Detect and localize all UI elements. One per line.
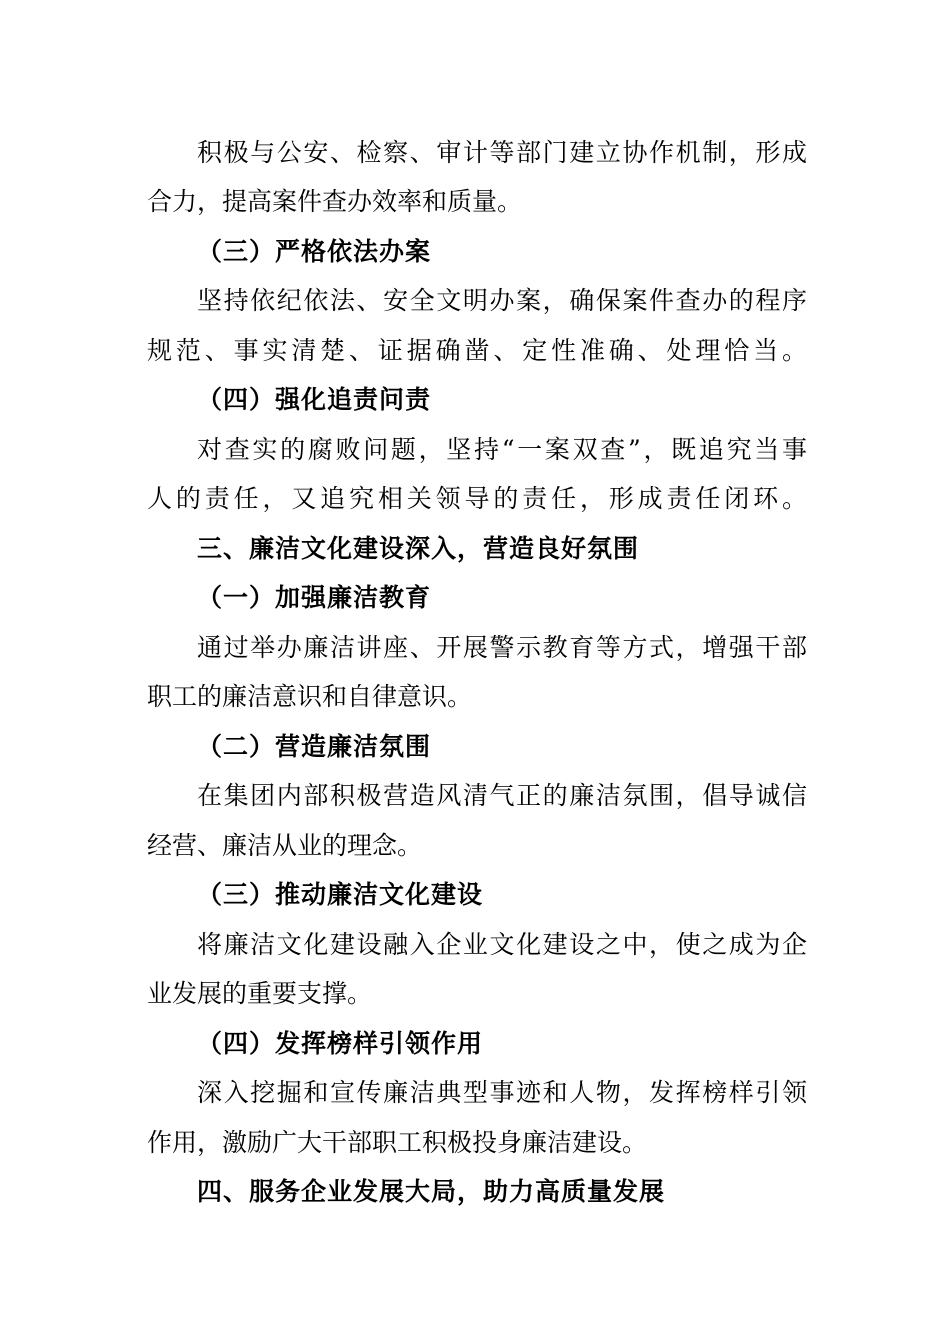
- subsection-heading: （一）加强廉洁教育: [197, 583, 432, 612]
- body-text-line: 深入挖掘和宣传廉洁典型事迹和人物，发挥榜样引领: [197, 1078, 807, 1107]
- body-text-line: 将廉洁文化建设融入企业文化建设之中，使之成为企: [197, 930, 807, 959]
- body-text-line: 通过举办廉洁讲座、开展警示教育等方式，增强干部: [197, 633, 807, 662]
- subsection-heading: （二）营造廉洁氛围: [197, 732, 432, 761]
- subsection-heading: （四）发挥榜样引领作用: [197, 1029, 484, 1058]
- subsection-heading: （四）强化追责问责: [197, 385, 432, 414]
- body-text-line: 经营、廉洁从业的理念。: [147, 831, 423, 860]
- body-text-line: 职工的廉洁意识和自律意识。: [147, 682, 473, 711]
- body-text-line: 人的责任，又追究相关领导的责任，形成责任闭环。: [147, 484, 807, 513]
- body-text-line: 规范、事实清楚、证据确凿、定性准确、处理恰当。: [147, 336, 807, 365]
- body-text-line: 作用，激励广大干部职工积极投身廉洁建设。: [147, 1128, 648, 1157]
- body-text-line: 积极与公安、检察、审计等部门建立协作机制，形成: [197, 138, 807, 167]
- subsection-heading: （三）严格依法办案: [197, 237, 432, 266]
- body-text-line: 对查实的腐败问题，坚持“一案双查”，既追究当事: [197, 435, 807, 464]
- body-text-line: 坚持依纪依法、安全文明办案，确保案件查办的程序: [197, 286, 807, 315]
- section-heading: 四、服务企业发展大局，助力高质量发展: [197, 1177, 666, 1206]
- body-text-line: 业发展的重要支撑。: [147, 979, 373, 1008]
- body-text-line: 合力，提高案件查办效率和质量。: [147, 187, 523, 216]
- body-text-line: 在集团内部积极营造风清气正的廉洁氛围，倡导诚信: [197, 781, 807, 810]
- subsection-heading: （三）推动廉洁文化建设: [197, 880, 484, 909]
- section-heading: 三、廉洁文化建设深入，营造良好氛围: [197, 534, 640, 563]
